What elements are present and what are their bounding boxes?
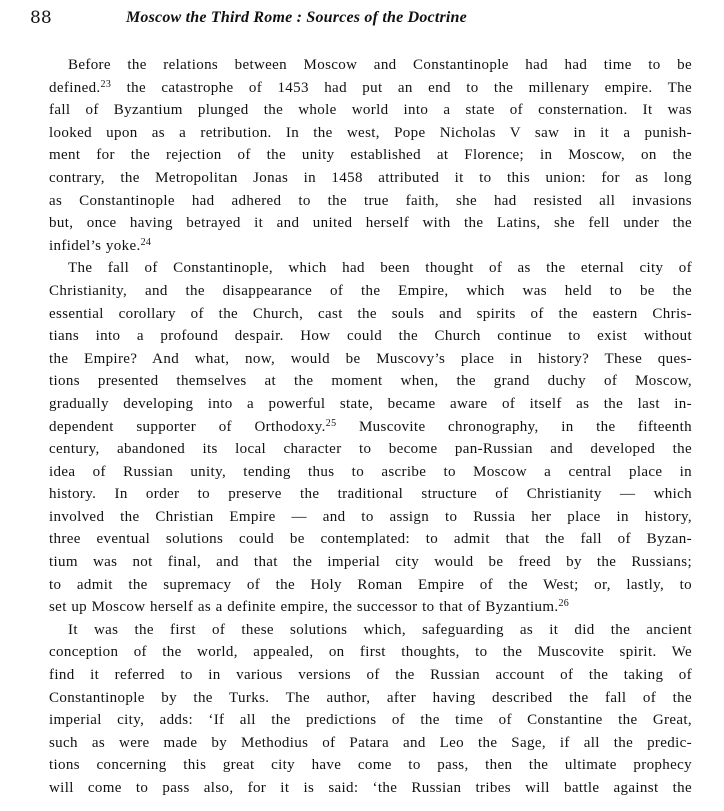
text-line: It was the first of these solutions which, safeguarding as it did the ancient: [68, 621, 692, 638]
text-line: century, abandoned its local character to become pan-Russian and developed the: [49, 441, 692, 458]
paragraph: [30, 54, 692, 257]
text-line: [30, 77, 692, 100]
text-line: will come to pass also, for it is said: ‘the Russian tribes will battle against the: [49, 780, 692, 796]
text-line: Constantinople by the Turks. The author, after having described the fall of the: [49, 689, 692, 706]
text-line: fall of Byzantium plunged the whole world into a state of consternation. It was: [49, 102, 692, 119]
text-line: idea of Russian unity, tending thus to ascribe to Moscow a central place in: [49, 463, 692, 480]
text-line: tians into a profound despair. How could the Church continue to exist without: [49, 328, 692, 345]
text-line: such as were made by Methodius of Patara and Leo the Sage, if all the predic-: [49, 734, 692, 751]
text-line: tium was not final, and that the imperial city would be freed by the Russians;: [49, 554, 692, 571]
text-run: the catastrophe of 1453 had put an end to the millenary empire. The: [111, 79, 692, 96]
text-line: The fall of Constantinople, which had been thought of as the eternal city of: [68, 260, 692, 277]
footnote-reference[interactable]: 24: [140, 236, 152, 248]
text-line: history. In order to preserve the traditional structure of Christianity — which: [49, 486, 692, 503]
running-title: Moscow the Third Rome : Sources of the Doctrine: [126, 9, 467, 26]
text-line: contrary, the Metropolitan Jonas in 1458 attributed it to this union: for as long: [49, 169, 692, 186]
text-line: find it referred to in various versions of the Russian account of the taking of: [49, 667, 692, 684]
footnote-reference[interactable]: 25: [325, 417, 337, 429]
text-line: three eventual solutions could be contemplated: to admit that the fall of Byzan-: [49, 531, 692, 548]
text-line: as Constantinople had adhered to the true faith, she had resisted all invasions: [49, 192, 692, 209]
text-line: the Empire? And what, now, would be Muscovy’s place in history? These ques-: [49, 350, 692, 367]
text-run: dependent supporter of Orthodoxy.: [49, 418, 326, 435]
text-run: Muscovite chronography, in the fifteenth: [336, 418, 692, 435]
body-text: [30, 54, 692, 800]
paragraph: [30, 619, 692, 800]
text-line: gradually developing into a powerful state, became aware of itself as the last in-: [49, 395, 692, 412]
text-run: defined.: [49, 79, 101, 96]
text-run: set up Moscow herself as a definite empire, the successor to that of Byzantium.: [49, 599, 559, 616]
text-line: [30, 596, 692, 619]
book-page: [30, 8, 692, 800]
text-line: to admit the supremacy of the Holy Roman Empire of the West; or, lastly, to: [49, 576, 692, 593]
text-line: Before the relations between Moscow and Constantinople had had time to be: [68, 57, 692, 73]
text-line: tions concerning this great city have come to pass, then the ultimate prophecy: [49, 757, 692, 774]
text-line: ment for the rejection of the unity established at Florence; in Moscow, on the: [49, 147, 692, 164]
text-line: but, once having betrayed it and united herself with the Latins, she fell under the: [49, 215, 692, 232]
text-line: [30, 235, 692, 258]
text-line: Christianity, and the disappearance of the Empire, which was held to be the: [49, 282, 692, 299]
text-line: conception of the world, appealed, on first thoughts, to the Muscovite spirit. We: [49, 644, 692, 661]
running-head: [30, 8, 692, 34]
footnote-reference[interactable]: 23: [100, 78, 112, 90]
text-line: involved the Christian Empire — and to assign to Russia her place in history,: [49, 508, 692, 525]
page-number: 88: [30, 8, 52, 28]
footnote-reference[interactable]: 26: [558, 598, 570, 610]
text-line: looked upon as a retribution. In the west, Pope Nicholas V saw in it a punish-: [49, 124, 692, 141]
text-line: tions presented themselves at the moment when, the grand duchy of Moscow,: [49, 373, 692, 390]
text-line: imperial city, adds: ‘If all the predictions of the time of Constantine the Great,: [49, 712, 692, 729]
text-line: essential corollary of the Church, cast the souls and spirits of the eastern Chris-: [49, 305, 692, 322]
text-line: [30, 416, 692, 439]
paragraph: [30, 257, 692, 619]
text-run: infidel’s yoke.: [49, 237, 141, 254]
